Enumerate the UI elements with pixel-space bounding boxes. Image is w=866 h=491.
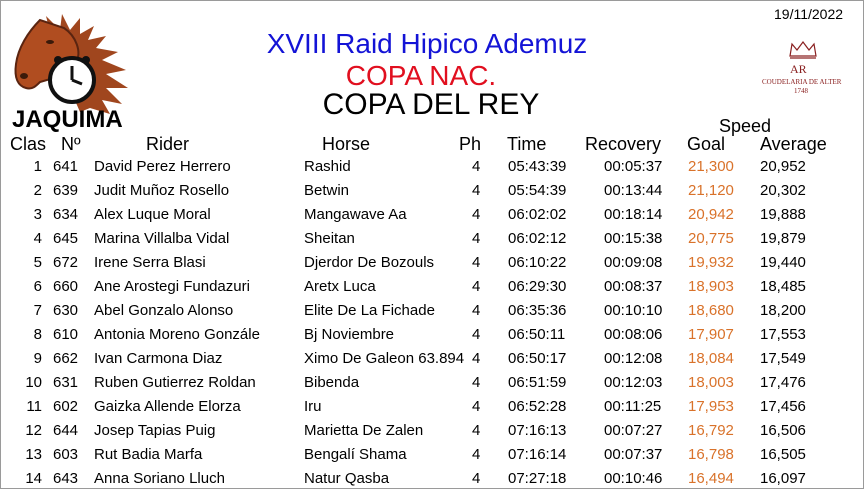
- cell-rider: Abel Gonzalo Alonso: [94, 302, 234, 319]
- cell-recovery: 00:08:37: [604, 278, 663, 295]
- cell-recovery: 00:18:14: [604, 206, 663, 223]
- table-row: [0, 254, 866, 278]
- cell-time: 05:54:39: [508, 182, 567, 199]
- cell-rider: Judit Muñoz Rosello: [94, 182, 230, 199]
- coudelaria-initials: AR: [790, 62, 807, 76]
- cell-average: 17,553: [760, 326, 806, 343]
- cell-num: 610: [53, 326, 79, 343]
- cell-average: 18,200: [760, 302, 806, 319]
- cell-goal: 18,903: [688, 278, 734, 295]
- cell-num: 644: [53, 422, 79, 439]
- cell-goal: 17,953: [688, 398, 734, 415]
- report-date: 19/11/2022: [774, 6, 844, 22]
- cell-time: 05:43:39: [508, 158, 567, 175]
- cell-recovery: 00:07:37: [604, 446, 663, 463]
- cell-horse: Djerdor De Bozouls: [304, 254, 435, 271]
- table-row: [0, 422, 866, 446]
- cell-time: 06:50:11: [508, 326, 566, 343]
- cell-ph: 4: [472, 446, 481, 463]
- cell-goal: 21,120: [688, 182, 734, 199]
- cell-rider: Ane Arostegi Fundazuri: [94, 278, 250, 295]
- cell-ph: 4: [472, 230, 481, 247]
- cell-goal: 16,494: [688, 470, 734, 487]
- cell-num: 662: [53, 350, 79, 367]
- cell-goal: 20,775: [688, 230, 734, 247]
- cell-horse: Marietta De Zalen: [304, 422, 424, 439]
- cell-average: 19,440: [760, 254, 806, 271]
- cell-time: 06:51:59: [508, 374, 567, 391]
- cell-ph: 4: [472, 350, 481, 367]
- cell-goal: 16,798: [688, 446, 734, 463]
- cell-goal: 20,942: [688, 206, 734, 223]
- cell-time: 06:50:17: [508, 350, 567, 367]
- cell-ph: 4: [472, 470, 481, 487]
- cell-average: 16,505: [760, 446, 806, 463]
- cell-goal: 16,792: [688, 422, 734, 439]
- cell-time: 06:52:28: [508, 398, 567, 415]
- header-goal: Goal: [687, 134, 726, 154]
- cell-average: 17,476: [760, 374, 806, 391]
- cell-goal: 18,680: [688, 302, 734, 319]
- cell-rider: David Perez Herrero: [94, 158, 231, 175]
- cup-name: COPA DEL REY: [322, 88, 540, 121]
- cell-time: 06:02:12: [508, 230, 567, 247]
- table-row: [0, 470, 866, 490]
- table-row: [0, 350, 866, 374]
- table-row: [0, 206, 866, 230]
- cell-num: 639: [53, 182, 79, 199]
- cell-clas: 10: [25, 374, 42, 391]
- cell-goal: 19,932: [688, 254, 734, 271]
- cell-average: 17,456: [760, 398, 806, 415]
- cell-clas: 13: [25, 446, 42, 463]
- cell-num: 672: [53, 254, 79, 271]
- cell-recovery: 00:15:38: [604, 230, 663, 247]
- header-speed: Speed: [719, 116, 772, 136]
- cell-recovery: 00:07:27: [604, 422, 663, 439]
- header-time: Time: [507, 134, 547, 154]
- cell-ph: 4: [472, 158, 481, 175]
- cell-rider: Alex Luque Moral: [94, 206, 211, 223]
- cell-recovery: 00:09:08: [604, 254, 663, 271]
- cell-horse: Ximo De Galeon 63.894: [304, 350, 465, 367]
- cell-time: 07:16:14: [508, 446, 567, 463]
- cell-rider: Ivan Carmona Diaz: [94, 350, 223, 367]
- jaquima-logo-text: JAQUIMA: [12, 106, 123, 133]
- cell-goal: 18,003: [688, 374, 734, 391]
- cell-clas: 7: [33, 302, 42, 319]
- cup-subtitle: COPA NAC.: [345, 60, 497, 91]
- cell-num: 634: [53, 206, 79, 223]
- cell-recovery: 00:12:08: [604, 350, 663, 367]
- cell-horse: Rashid: [304, 158, 351, 175]
- cell-average: 19,888: [760, 206, 806, 223]
- cell-recovery: 00:11:25: [604, 398, 662, 415]
- cell-horse: Bj Noviembre: [304, 326, 395, 343]
- cell-goal: 18,084: [688, 350, 734, 367]
- cell-ph: 4: [472, 374, 481, 391]
- cell-time: 06:29:30: [508, 278, 567, 295]
- header-clas: Clas: [10, 134, 47, 154]
- table-row: [0, 158, 866, 182]
- cell-time: 07:16:13: [508, 422, 567, 439]
- cell-horse: Aretx Luca: [304, 278, 376, 295]
- cell-recovery: 00:10:46: [604, 470, 663, 487]
- cell-clas: 3: [33, 206, 42, 223]
- cell-num: 641: [53, 158, 79, 175]
- table-row: [0, 278, 866, 302]
- header-recovery: Recovery: [585, 134, 662, 154]
- cell-rider: Marina Villalba Vidal: [94, 230, 230, 247]
- cell-average: 19,879: [760, 230, 806, 247]
- cell-clas: 4: [33, 230, 42, 247]
- cell-horse: Mangawave Aa: [304, 206, 407, 223]
- cell-ph: 4: [472, 398, 481, 415]
- cell-recovery: 00:10:10: [604, 302, 663, 319]
- table-row: [0, 398, 866, 422]
- cell-time: 06:02:02: [508, 206, 567, 223]
- cell-ph: 4: [472, 422, 481, 439]
- cell-average: 16,097: [760, 470, 806, 487]
- cell-time: 06:35:36: [508, 302, 567, 319]
- cell-horse: Bibenda: [304, 374, 360, 391]
- cell-rider: Rut Badia Marfa: [94, 446, 203, 463]
- cell-rider: Antonia Moreno Gonzále: [94, 326, 260, 343]
- table-row: [0, 374, 866, 398]
- coudelaria-name: COUDELARIA DE ALTER: [762, 78, 842, 86]
- cell-horse: Bengalí Shama: [304, 446, 407, 463]
- cell-ph: 4: [472, 182, 481, 199]
- table-row: [0, 182, 866, 206]
- cell-average: 20,302: [760, 182, 806, 199]
- cell-num: 660: [53, 278, 79, 295]
- cell-horse: Natur Qasba: [304, 470, 390, 487]
- cell-clas: 2: [33, 182, 42, 199]
- header-num: Nº: [61, 134, 81, 154]
- cell-clas: 6: [33, 278, 42, 295]
- cell-goal: 21,300: [688, 158, 734, 175]
- cell-horse: Iru: [304, 398, 322, 415]
- cell-ph: 4: [472, 278, 481, 295]
- cell-rider: Gaizka Allende Elorza: [94, 398, 241, 415]
- cell-rider: Josep Tapias Puig: [94, 422, 216, 439]
- cell-horse: Sheitan: [304, 230, 355, 247]
- table-row: [0, 230, 866, 254]
- cell-average: 18,485: [760, 278, 806, 295]
- cell-num: 645: [53, 230, 79, 247]
- table-row: [0, 302, 866, 326]
- cell-recovery: 00:05:37: [604, 158, 663, 175]
- cell-ph: 4: [472, 302, 481, 319]
- table-row: [0, 326, 866, 350]
- cell-average: 17,549: [760, 350, 806, 367]
- cell-rider: Irene Serra Blasi: [94, 254, 206, 271]
- cell-clas: 5: [33, 254, 42, 271]
- table-row: [0, 446, 866, 470]
- cell-num: 602: [53, 398, 79, 415]
- cell-num: 630: [53, 302, 79, 319]
- cell-clas: 8: [33, 326, 42, 343]
- cell-rider: Anna Soriano Lluch: [94, 470, 225, 487]
- cell-recovery: 00:12:03: [604, 374, 663, 391]
- cell-ph: 4: [472, 206, 481, 223]
- cell-num: 603: [53, 446, 79, 463]
- header-horse: Horse: [322, 134, 371, 154]
- cell-time: 07:27:18: [508, 470, 567, 487]
- cell-ph: 4: [472, 326, 481, 343]
- cell-clas: 9: [33, 350, 42, 367]
- cell-goal: 17,907: [688, 326, 734, 343]
- cell-recovery: 00:13:44: [604, 182, 663, 199]
- cell-num: 631: [53, 374, 79, 391]
- cell-clas: 1: [33, 158, 42, 175]
- event-title: XVIII Raid Hipico Ademuz: [266, 28, 588, 59]
- cell-average: 20,952: [760, 158, 806, 175]
- coudelaria-year: 1748: [794, 87, 808, 95]
- cell-ph: 4: [472, 254, 481, 271]
- cell-clas: 11: [26, 398, 42, 415]
- cell-num: 643: [53, 470, 79, 487]
- cell-average: 16,506: [760, 422, 806, 439]
- cell-clas: 12: [25, 422, 42, 439]
- header-ph: Ph: [459, 134, 482, 154]
- header-average: Average: [760, 134, 827, 154]
- cell-rider: Ruben Gutierrez Roldan: [94, 374, 256, 391]
- cell-horse: Betwin: [304, 182, 350, 199]
- cell-time: 06:10:22: [508, 254, 567, 271]
- cell-recovery: 00:08:06: [604, 326, 663, 343]
- header-rider: Rider: [146, 134, 190, 154]
- cell-clas: 14: [25, 470, 42, 487]
- cell-horse: Elite De La Fichade: [304, 302, 435, 319]
